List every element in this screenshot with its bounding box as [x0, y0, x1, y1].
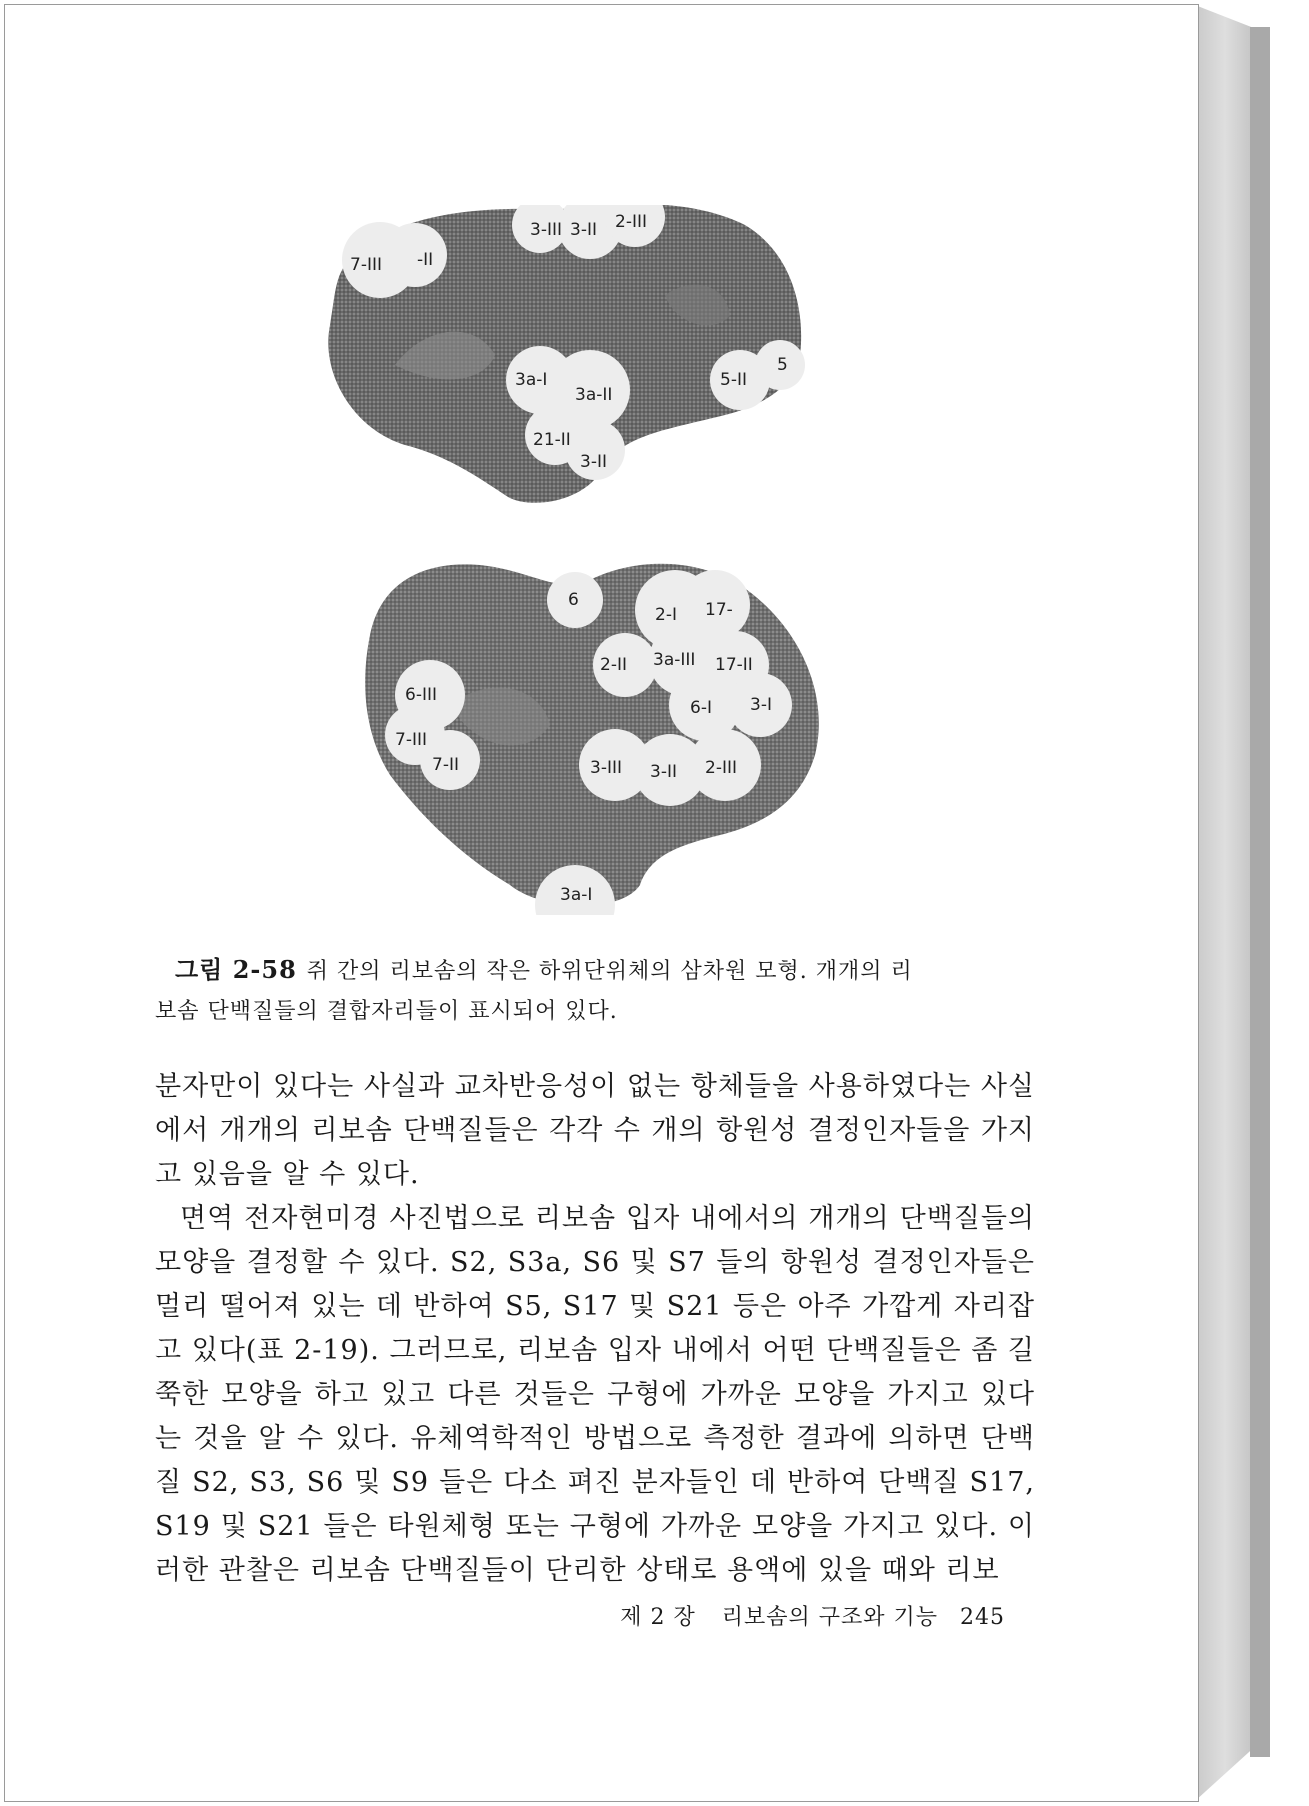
fig-bottom-label: 7-II: [432, 755, 459, 775]
fig-bottom-label: 6-III: [405, 685, 437, 705]
fig-top-label: 3-III: [530, 220, 562, 240]
ribosome-model-bottom-illustration: [360, 555, 840, 915]
figure-caption-line1: 쥐 간의 리보솜의 작은 하위단위체의 삼차원 모형. 개개의 리: [306, 959, 913, 984]
body-text: [155, 1065, 1035, 1593]
fig-bottom-label: 2-III: [705, 758, 737, 778]
fig-bottom-label: 17-: [705, 600, 733, 620]
figure-caption: [155, 950, 1035, 1032]
fig-bottom-label: 6-I: [690, 698, 712, 718]
running-footer: [605, 1600, 1005, 1631]
fig-top-label: 21-II: [533, 430, 571, 450]
ribosome-model-top-illustration: [325, 205, 825, 515]
footer-title: 리보솜의 구조와 기능: [721, 1605, 938, 1630]
fig-bottom-label: 3-II: [650, 762, 677, 782]
book-spine-shadow: [1250, 27, 1270, 1757]
ribosome-model-bottom: [360, 555, 840, 915]
fig-bottom-label: 3a-I: [560, 885, 593, 905]
fig-bottom-label: 3-I: [750, 695, 772, 715]
fig-bottom-label: 6: [568, 590, 579, 610]
footer-chapter: 제 2 장: [620, 1605, 696, 1630]
fig-bottom-label: 3-III: [590, 758, 622, 778]
fig-top-label: 5-II: [720, 370, 747, 390]
fig-top-label: 3a-II: [575, 385, 613, 405]
fig-bottom-label: 17-II: [715, 655, 753, 675]
fig-top-label: 5: [777, 355, 788, 375]
fig-bottom-label: 3a-III: [653, 650, 696, 670]
fig-bottom-label: 2-I: [655, 605, 677, 625]
fig-top-label: 2-III: [615, 212, 647, 232]
ribosome-model-top: [325, 205, 825, 515]
book-page: [4, 4, 1199, 1802]
fig-bottom-label: 2-II: [600, 655, 627, 675]
body-paragraph: 분자만이 있다는 사실과 교차반응성이 없는 항체들을 사용하였다는 사실에서 개개의 리보솜 단백질들은 각각 수 개의 항원성 결정인자들을 가지고 있음을 알 수 있다.: [155, 1071, 1035, 1190]
fig-top-label: 3-II: [580, 452, 607, 472]
page-number: 245: [960, 1605, 1005, 1630]
fig-top-label: 3a-I: [515, 370, 548, 390]
figure-caption-line2: 보솜 단백질들의 결합자리들이 표시되어 있다.: [155, 999, 618, 1024]
fig-top-label: -II: [417, 250, 434, 270]
fig-top-label: 7-III: [350, 255, 382, 275]
body-paragraph: 면역 전자현미경 사진법으로 리보솜 입자 내에서의 개개의 단백질들의 모양을 결정할 수 있다. S2, S3a, S6 및 S7 들의 항원성 결정인자들은 멀리 떨어져 있는 데 반하여 S5, S17 및 S21 등은 아주 가깝게 자리잡고 있다(표 2-19). 그러므로, 리보솜 입자 내에서 어떤 단백질들은 좀 길쭉한 모양을 하고 있고 다른 것들은 구형에 가까운 모양을 가지고 있다는 것을 알 수 있다. 유체역학적인 방법으로 측정한 결과에 의하면 단백질 S2, S3, S6 및 S9 들은 다소 펴진 분자들인 데 반하여 단백질 S17, S19 및 S21 들은 타원체형 또는 구형에 가까운 모양을 가지고 있다. 이러한 관찰은 리보솜 단백질들이 단리한 상태로 용액에 있을 때와 리보: [155, 1203, 1035, 1586]
fig-top-label: 3-II: [570, 220, 597, 240]
figure-caption-label: 그림 2-58: [175, 955, 297, 984]
fig-bottom-label: 7-III: [395, 730, 427, 750]
